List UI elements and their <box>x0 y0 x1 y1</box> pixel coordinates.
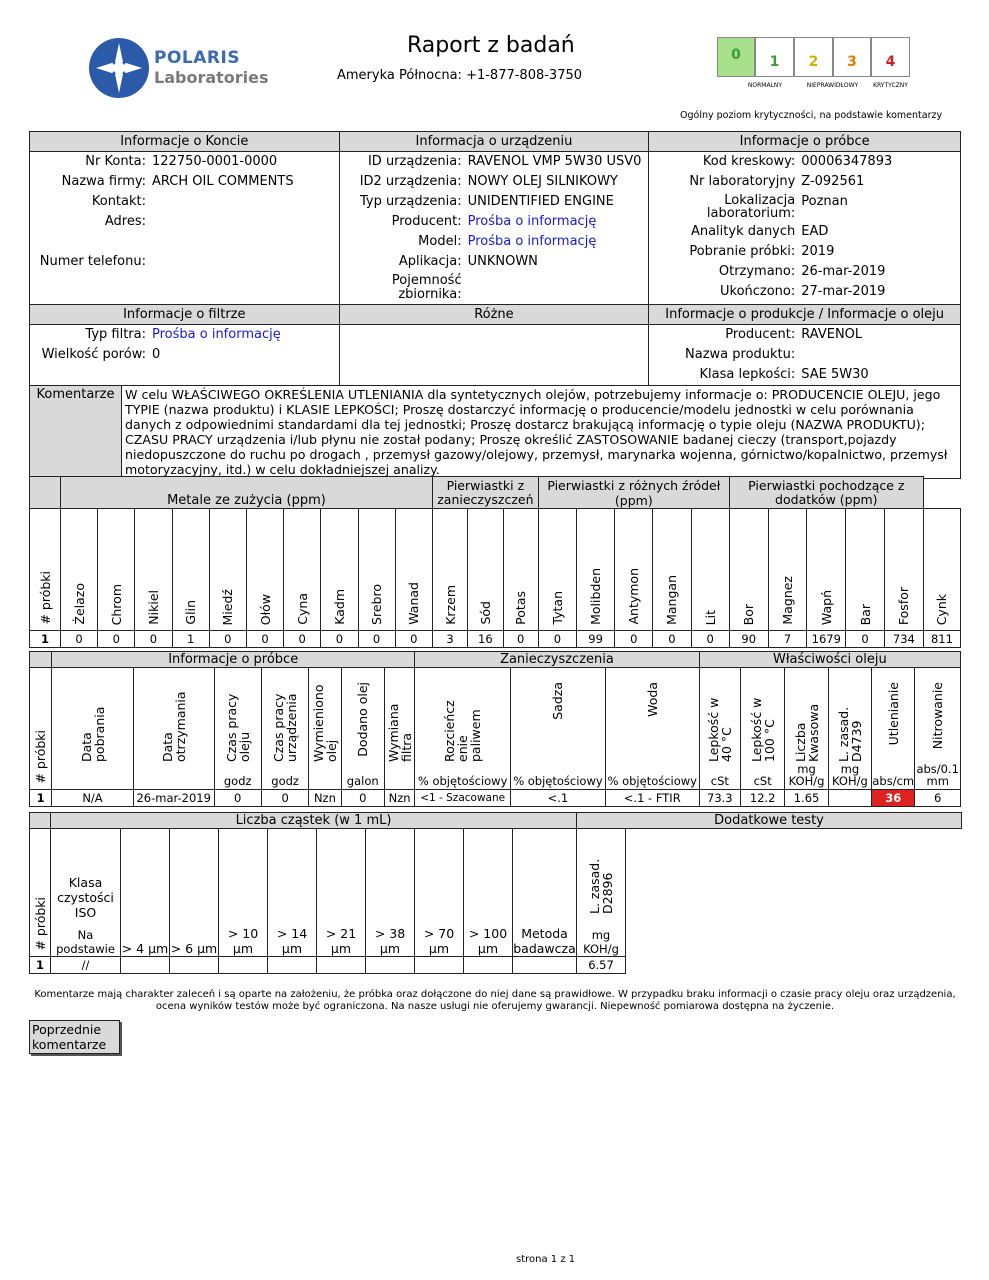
product-name <box>801 345 960 365</box>
device-id2: NOWY OLEJ SILNIKOWY <box>467 174 618 189</box>
info-table <box>29 131 961 479</box>
col-property: Lepkość w 100 °C cSt <box>741 668 785 790</box>
property-value: N/A <box>52 790 134 807</box>
col-element: Chrom <box>98 509 135 631</box>
particles-table <box>29 812 962 974</box>
element-value: 0 <box>358 631 395 648</box>
col-property: L. zasad. D4739 mg KOH/g <box>828 668 871 790</box>
col-property: Dodano olej galon <box>341 668 384 790</box>
group-oil-properties: Właściwości oleju <box>699 652 960 668</box>
property-value: 0 <box>341 790 384 807</box>
element-value: 90 <box>729 631 768 648</box>
phone-line: Ameryka Północna: +1-877-808-3750 <box>337 68 583 83</box>
criticality-2: 2 <box>794 37 833 77</box>
criticality-note: Ogólny poziom krytyczności, na podstawie komentarzy <box>680 110 943 121</box>
col-element: Srebro <box>358 509 395 631</box>
col-element: Glin <box>172 509 209 631</box>
section-device: Informacja o urządzeniu <box>339 132 649 152</box>
property-value: 6 <box>915 790 961 807</box>
element-value: 0 <box>61 631 98 648</box>
account-number: 122750-0001-0000 <box>152 154 278 169</box>
element-value: 811 <box>923 631 960 648</box>
col-element: Bor <box>729 509 768 631</box>
col-property: Rozcieńcz enie paliwem % objętościowy <box>415 668 511 790</box>
comments-label: Komentarze <box>30 386 122 478</box>
device-application: UNKNOWN <box>467 254 538 269</box>
element-value: 0 <box>653 631 691 648</box>
property-value: Nzn <box>309 790 341 807</box>
col-property: Data pobrania <box>52 668 134 790</box>
element-value: 0 <box>209 631 246 648</box>
crit-label-normal: NORMALNY <box>747 82 783 89</box>
viscosity-class: SAE 5W30 <box>801 367 869 382</box>
col-element: Bar <box>846 509 885 631</box>
crit-label-abnormal: NIEPRAWIDŁOWY <box>806 82 859 89</box>
property-value: 26-mar-2019 <box>133 790 214 807</box>
col-test-method: Metoda badawcza <box>513 829 577 957</box>
element-value: 1679 <box>807 631 846 648</box>
col-property: Data otrzymania <box>133 668 214 790</box>
section-filter: Informacje o filtrze <box>30 305 340 325</box>
particle-value <box>317 957 366 974</box>
col-element: Potas <box>503 509 538 631</box>
criticality-3: 3 <box>833 37 871 77</box>
particle-value <box>415 957 464 974</box>
property-value: 73.3 <box>699 790 740 807</box>
element-value: 0 <box>98 631 135 648</box>
particle-value <box>268 957 317 974</box>
col-property: Utlenianie abs/cm <box>872 668 915 790</box>
property-value: 12.2 <box>741 790 785 807</box>
filter-type-link[interactable]: Prośba o informację <box>152 327 281 342</box>
element-value: 1 <box>172 631 209 648</box>
col-element: Antymon <box>615 509 653 631</box>
element-value: 99 <box>577 631 615 648</box>
element-value: 0 <box>615 631 653 648</box>
tank-capacity <box>468 272 649 304</box>
empty-area <box>626 829 962 974</box>
element-value: 0 <box>246 631 283 648</box>
particle-value: // <box>51 957 121 974</box>
barcode: 00006347893 <box>801 154 893 169</box>
particle-value <box>219 957 268 974</box>
group-particle-count: Liczba cząstek (w 1 mL) <box>51 813 577 829</box>
element-value: 0 <box>691 631 729 648</box>
col-property: Nitrowanie abs/0.1 mm <box>915 668 961 790</box>
col-iso-class: Klasa czystości ISO Na podstawie <box>51 829 121 957</box>
group-contaminants: Pierwiastki z zanieczyszczeń <box>432 477 538 509</box>
element-value: 734 <box>884 631 923 648</box>
col-element: Wanad <box>395 509 432 631</box>
particle-value <box>366 957 415 974</box>
element-value: 3 <box>432 631 467 648</box>
col-particle-size: > 38 µm <box>366 829 415 957</box>
group-additional-tests: Dodatkowe testy <box>577 813 962 829</box>
element-value: 0 <box>503 631 538 648</box>
sample-taken: 2019 <box>801 244 835 259</box>
polaris-star-icon <box>88 37 150 99</box>
section-account: Informacje o Koncie <box>30 132 340 152</box>
col-particle-size: > 21 µm <box>317 829 366 957</box>
oil-manufacturer: RAVENOL <box>801 327 863 342</box>
group-contamination: Zanieczyszczenia <box>415 652 699 668</box>
col-element: Fosfor <box>884 509 923 631</box>
pore-size: 0 <box>152 347 161 362</box>
element-value: 0 <box>538 631 576 648</box>
section-sample: Informacje o próbce <box>649 132 961 152</box>
property-value: <1 - Szacowane <box>415 790 511 807</box>
col-property: Woda % objętościowy <box>605 668 699 790</box>
report-title: Raport z badań <box>407 33 575 58</box>
logo-text-laboratories: Laboratories <box>154 68 269 87</box>
misc-info <box>339 325 649 386</box>
element-value: 0 <box>135 631 172 648</box>
col-element: Mangan <box>653 509 691 631</box>
device-id: RAVENOL VMP 5W30 USV0 <box>467 154 642 169</box>
lab-location: Poznan <box>801 194 848 209</box>
sample-number: 1 <box>30 631 61 648</box>
criticality-0: 0 <box>717 37 755 77</box>
col-element: Cynk <box>923 509 960 631</box>
property-value: Nzn <box>384 790 414 807</box>
particle-value <box>170 957 219 974</box>
property-value <box>828 790 871 807</box>
device-type: UNIDENTIFIED ENGINE <box>467 194 614 209</box>
element-value: 0 <box>395 631 432 648</box>
crit-label-critical: KRYTYCZNY <box>873 82 908 89</box>
particle-value: 6.57 <box>577 957 626 974</box>
col-element: Miedź <box>209 509 246 631</box>
col-element: Nikiel <box>135 509 172 631</box>
footer-disclaimer: Komentarze mają charakter zaleceń i są oparte na założeniu, że próbka oraz dołączone do niej dane są prawidłowe. W przypadku braku informacji o czasie pracy oleju oraz urządzenia, ocena wyników testów może być ograniczona. Na nasze usługi nie oferujemy gwarancji. Niepewność pomiarowa dostępna na życzenie. <box>34 989 956 1012</box>
property-value: 1.65 <box>785 790 828 807</box>
col-element: Tytan <box>538 509 576 631</box>
lab-number: Z-092561 <box>801 174 865 189</box>
comments-text: W celu WŁAŚCIWEGO OKREŚLENIA UTLENIANIA dla syntetycznych olejów, potrzebujemy informacje o: PRODUCENCIE OLEJU, jego TYPIE (nazwa produktu) i KLASIE LEPKOŚCI; Proszę dostarczyć informację o producencie/modelu jednostki w celu porównania danych z odpowiednimi standardami dla tej jednostki; Proszę dostarcz brakującą informację o typie oleju (NAZWA PRODUKTU); CZASU PRACY urządzenia i/lub płynu nie został podany; Proszę określić ZASTOSOWANIE badanej cieczy (transport,pojazdy niedopuszczone do ruchu po drogach , przemysł gazowy/olejowy, przemysł, marynarka wojenna, górnictwo/kopalnictwo, przemysł motoryzacyjny, itd.) w celu dokładniejszej analizy. <box>125 387 948 477</box>
col-particle-size: > 70 µm <box>415 829 464 957</box>
group-sample-info: Informacje o próbce <box>52 652 415 668</box>
col-element: Magnez <box>768 509 807 631</box>
device-info: ID urządzenia: RAVENOL VMP 5W30 USV0 ID2 urządzenia: NOWY OLEJ SILNIKOWY Typ urządzenia: UNIDENTIFIED ENGINE Producent: Prośba o informację Model: Prośba o informację Aplikacja: UNKNOWN Pojemność zbiornika: <box>339 152 649 305</box>
col-property: Sadza % objętościowy <box>511 668 606 790</box>
col-particle-size: > 14 µm <box>268 829 317 957</box>
element-value: 16 <box>468 631 503 648</box>
company-logo <box>88 37 288 101</box>
col-element: Kadm <box>321 509 358 631</box>
device-model-link[interactable]: Prośba o informację <box>467 234 597 249</box>
col-property: Liczba Kwasowa mg KOH/g <box>785 668 828 790</box>
group-additives: Pierwiastki pochodzące z dodatków (ppm) <box>729 477 923 509</box>
col-particle-size: > 4 µm <box>121 829 170 957</box>
filter-info: Typ filtra: Prośba o informację Wielkość porów: 0 <box>30 325 340 386</box>
col-sample-number: # próbki <box>30 509 61 631</box>
properties-table <box>29 651 961 807</box>
property-value: 0 <box>261 790 308 807</box>
oxidation-critical-value: 36 <box>872 790 915 807</box>
criticality-1: 1 <box>755 37 794 77</box>
col-property: Lepkość w 40 °C cSt <box>699 668 740 790</box>
col-property: Czas pracy oleju godz <box>214 668 261 790</box>
col-element: Wapń <box>807 509 846 631</box>
element-value: 0 <box>321 631 358 648</box>
property-value: <.1 - FTIR <box>605 790 699 807</box>
property-value: <.1 <box>511 790 606 807</box>
previous-comments-button[interactable]: Poprzednie komentarze <box>29 1020 120 1054</box>
element-value: 0 <box>846 631 885 648</box>
received-date: 26-mar-2019 <box>801 264 886 279</box>
phone-number <box>152 252 339 272</box>
col-element: Molibden <box>577 509 615 631</box>
elements-table <box>29 476 961 648</box>
col-particle-size: > 10 µm <box>219 829 268 957</box>
group-wear-metals: Metale ze zużycia (ppm) <box>61 477 433 509</box>
particle-value <box>121 957 170 974</box>
section-misc: Różne <box>339 305 649 325</box>
particle-value <box>513 957 577 974</box>
col-particle-size: > 6 µm <box>170 829 219 957</box>
col-element: Ołów <box>246 509 283 631</box>
company-name: ARCH OIL COMMENTS <box>152 174 294 189</box>
col-base-number: L. zasad. D2896 mg KOH/g <box>577 829 626 957</box>
col-property: Czas pracy urządzenia godz <box>261 668 308 790</box>
device-manufacturer-link[interactable]: Prośba o informację <box>467 214 597 229</box>
address <box>152 212 339 232</box>
section-product: Informacje o produkcje / Informacje o oleju <box>649 305 961 325</box>
col-sample-number: # próbki <box>30 668 52 790</box>
sample-number: 1 <box>30 957 51 974</box>
col-element: Lit <box>691 509 729 631</box>
col-element: Cyna <box>284 509 321 631</box>
sample-number: 1 <box>30 790 52 807</box>
property-value: 0 <box>214 790 261 807</box>
sample-info: Kod kreskowy: 00006347893 Nr laboratoryjny Z-092561 Lokalizacja laboratorium: Poznan Analityk danych EAD Pobranie próbki: 2019 Otrzymano: 26-mar-2019 Ukończono: 27-mar-2019 <box>649 152 961 305</box>
col-element: Żelazo <box>61 509 98 631</box>
col-property: Wymieniono olej <box>309 668 341 790</box>
completed-date: 27-mar-2019 <box>801 284 886 299</box>
col-element: Sód <box>468 509 503 631</box>
data-analyst: EAD <box>801 224 829 239</box>
contact <box>152 192 339 212</box>
col-property: Wymiana filtra <box>384 668 414 790</box>
col-particle-size: > 100 µm <box>464 829 513 957</box>
col-element: Krzem <box>432 509 467 631</box>
criticality-4: 4 <box>871 37 910 77</box>
particle-value <box>464 957 513 974</box>
group-multisource: Pierwiastki z różnych źródeł (ppm) <box>538 477 729 509</box>
element-value: 0 <box>284 631 321 648</box>
element-value: 7 <box>768 631 807 648</box>
page-number: strona 1 z 1 <box>516 1254 576 1265</box>
logo-text-polaris: POLARIS <box>154 48 241 68</box>
product-info: Producent: RAVENOL Nazwa produktu: Klasa lepkości: SAE 5W30 <box>649 325 961 386</box>
account-info: Nr Konta: 122750-0001-0000 Nazwa firmy: ARCH OIL COMMENTS Kontakt: Adres: Numer telefonu: <box>30 152 340 305</box>
col-sample-number: # próbki <box>30 829 51 957</box>
